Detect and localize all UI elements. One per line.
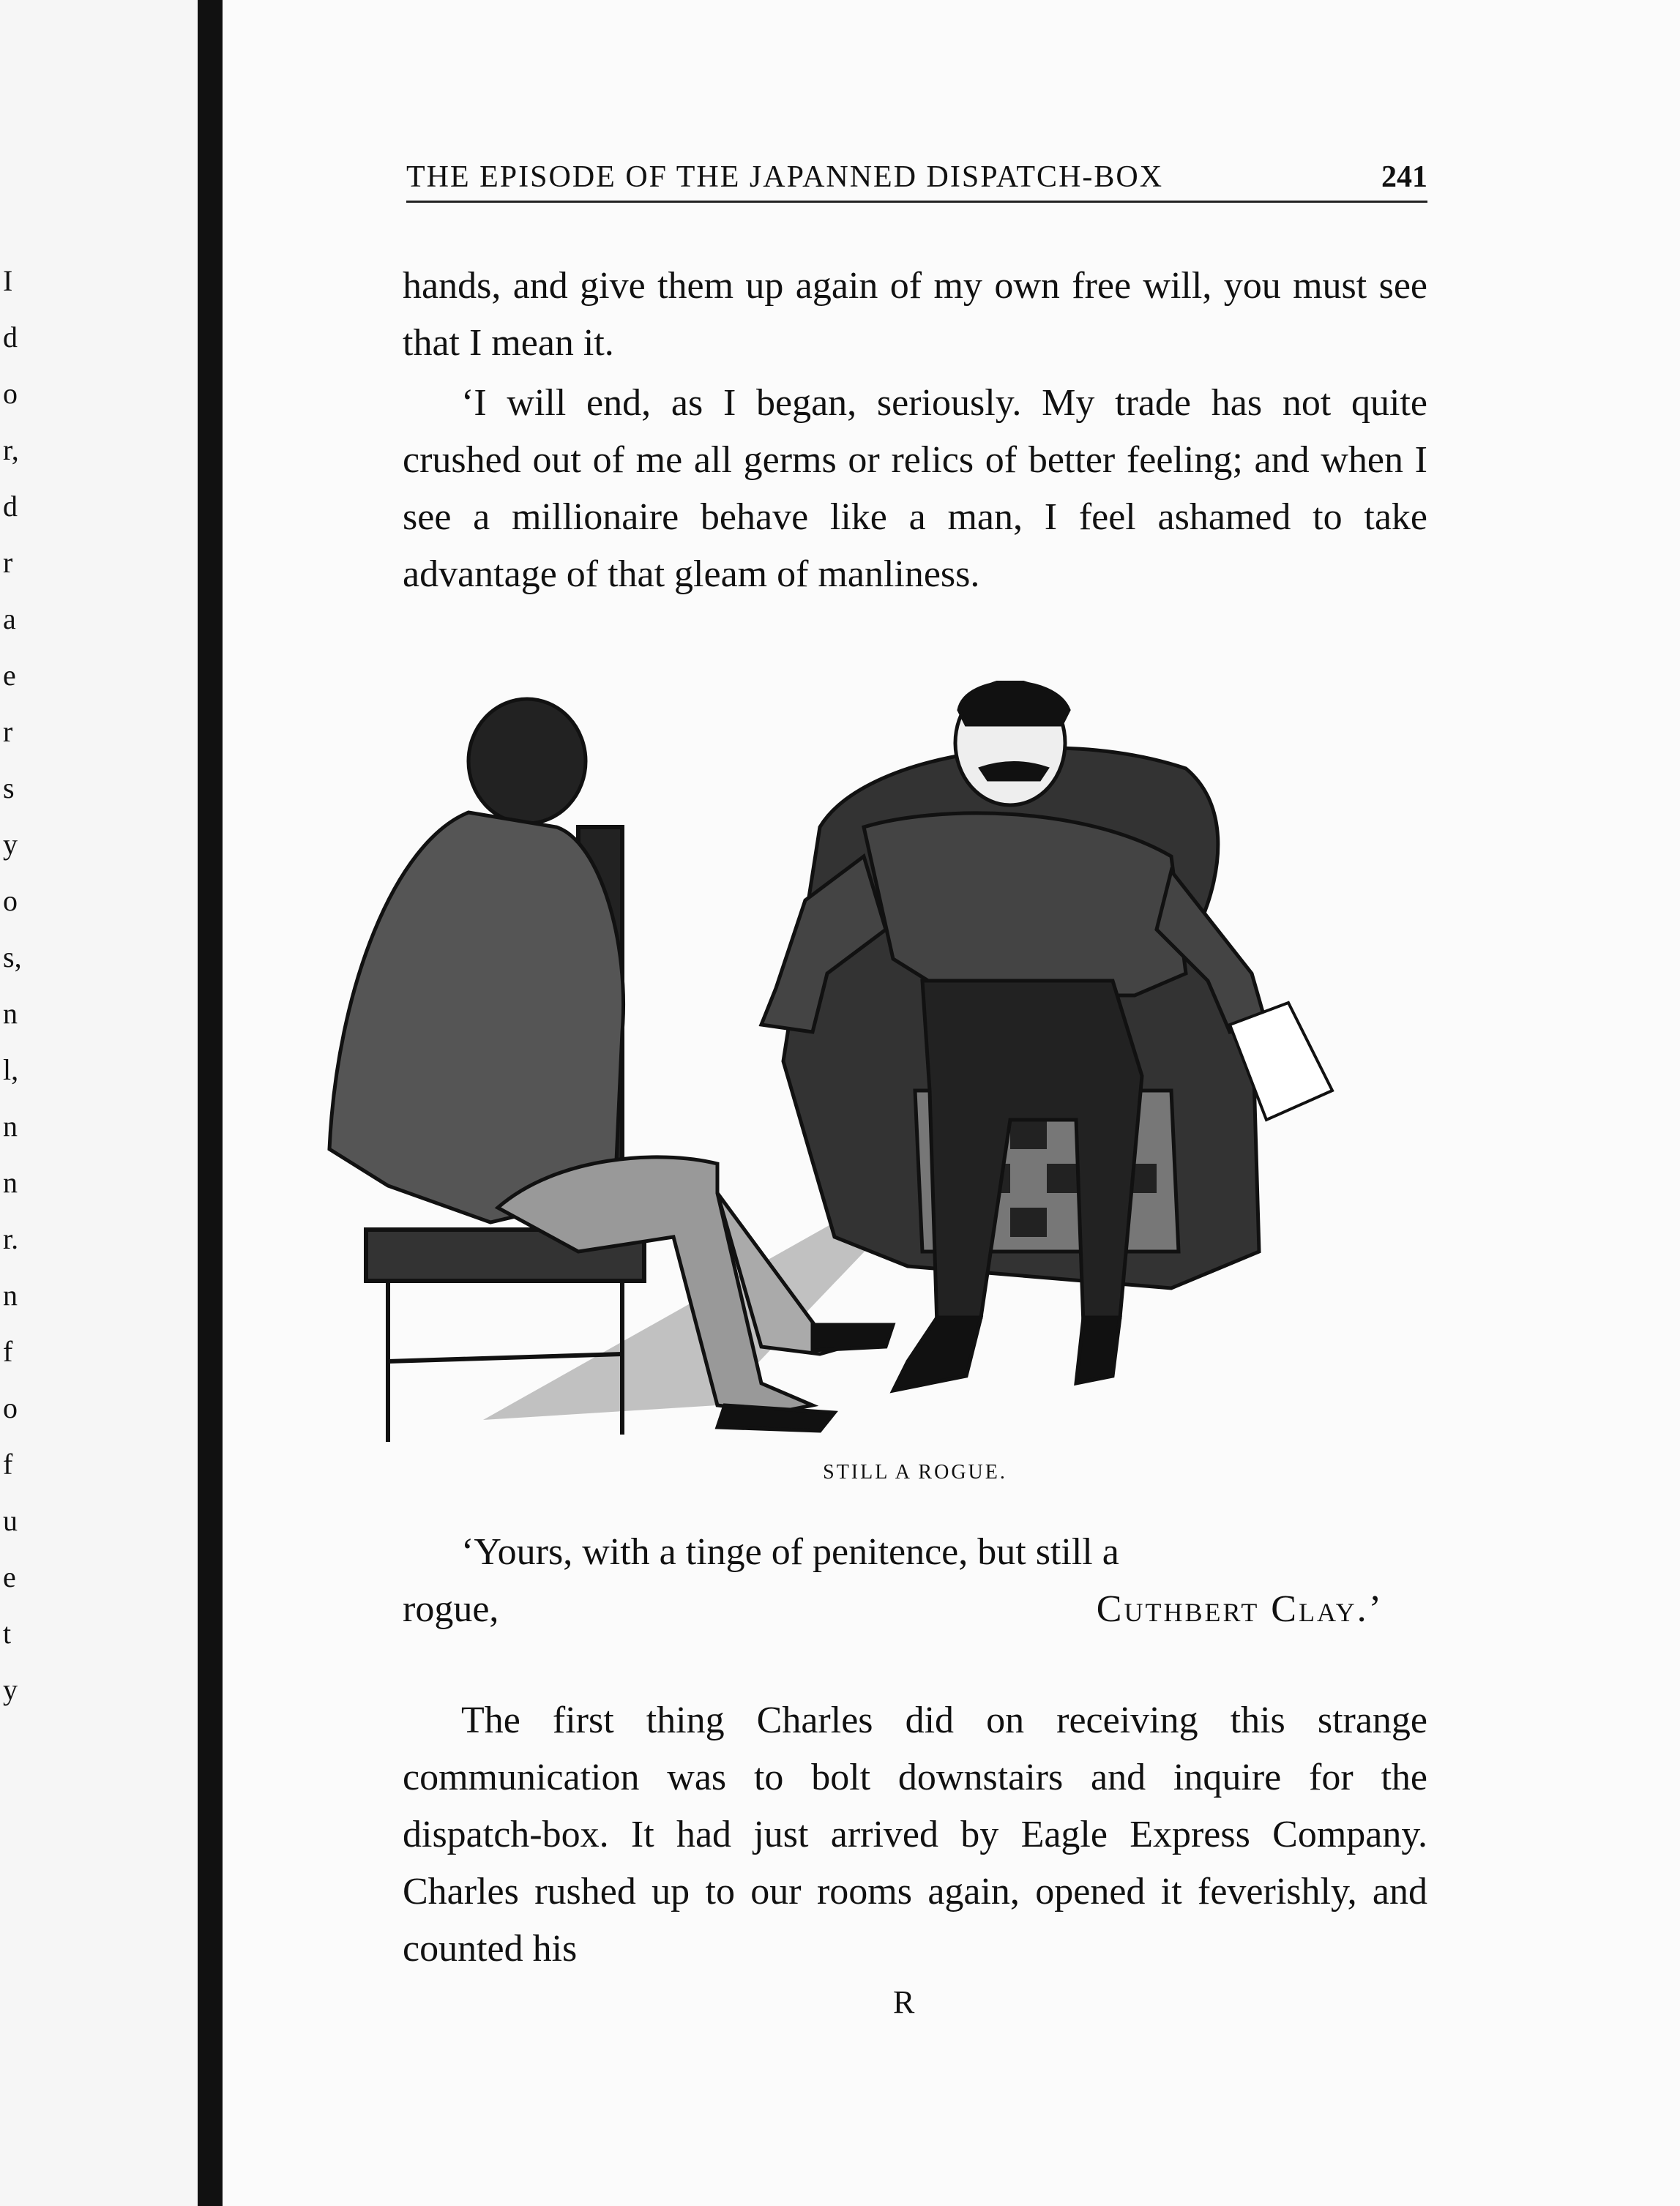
left-page-letter: t [3, 1617, 12, 1650]
page-number: 241 [1381, 160, 1427, 194]
left-page-letter: e [3, 1560, 16, 1593]
paragraph-2: ‘I will end, as I began, seriously. My trade has not quite crushed out of me all germs or relics of better feeling; and when I see a millionaire behave like a man, I feel ashamed to take advantage of that gleam of manliness. [403, 382, 1427, 595]
chapter-title: THE EPISODE OF THE JAPANNED DISPATCH-BOX [406, 160, 1164, 194]
paragraph-3: ‘Yours, with a tinge of penitence, but still a [461, 1531, 1119, 1573]
paragraph-1: hands, and give them up again of my own free will, you must see that I mean it. [403, 265, 1427, 364]
illustration-two-men-seated [307, 681, 1523, 1457]
left-page-letter: r, [3, 433, 19, 466]
left-page-letter: s, [3, 941, 22, 973]
left-page-letter: d [3, 490, 18, 523]
left-page-letter: r. [3, 1222, 19, 1255]
left-page-letter: a [3, 602, 16, 635]
left-page-letter: n [3, 1110, 18, 1143]
left-page-letter: o [3, 1391, 18, 1424]
left-page-letter: d [3, 321, 18, 354]
left-page-letter: o [3, 884, 18, 917]
left-page-letter: f [3, 1335, 13, 1368]
paragraph-4: The first thing Charles did on receiving this strange communication was to bolt downstairs and inquire for the dispatch-box. It had just arrived by Eagle Express Company. Charles rushed up to our rooms again, opened it feverishly, and counted his [403, 1700, 1427, 1970]
book-gutter [198, 0, 223, 2206]
signature-line [403, 1581, 1427, 1638]
left-page-letter: n [3, 1166, 18, 1199]
left-page-edge-text [0, 0, 44, 2206]
left-facing-page [0, 0, 198, 2206]
left-page-letter: I [3, 264, 13, 297]
running-head [406, 154, 1427, 203]
left-page-letter: r [3, 715, 13, 748]
signature-mark: R [893, 1984, 915, 2020]
left-page-letter: y [3, 1673, 18, 1706]
left-page-letter: y [3, 828, 18, 861]
left-page-letter: f [3, 1448, 13, 1481]
left-page-letter: s [3, 771, 15, 804]
left-page-letter: u [3, 1504, 18, 1537]
left-page-letter: n [3, 1279, 18, 1312]
left-page-letter: n [3, 997, 18, 1030]
left-page-letter: r [3, 546, 13, 579]
signature-closing-word: rogue, [403, 1588, 499, 1630]
left-page-letter: e [3, 659, 16, 692]
signature-name: Cuthbert Clay.’ [1096, 1588, 1384, 1630]
illustration-caption: STILL A ROGUE. [823, 1461, 1007, 1484]
left-page-letter: o [3, 377, 18, 410]
left-page-letter: l, [3, 1053, 19, 1086]
